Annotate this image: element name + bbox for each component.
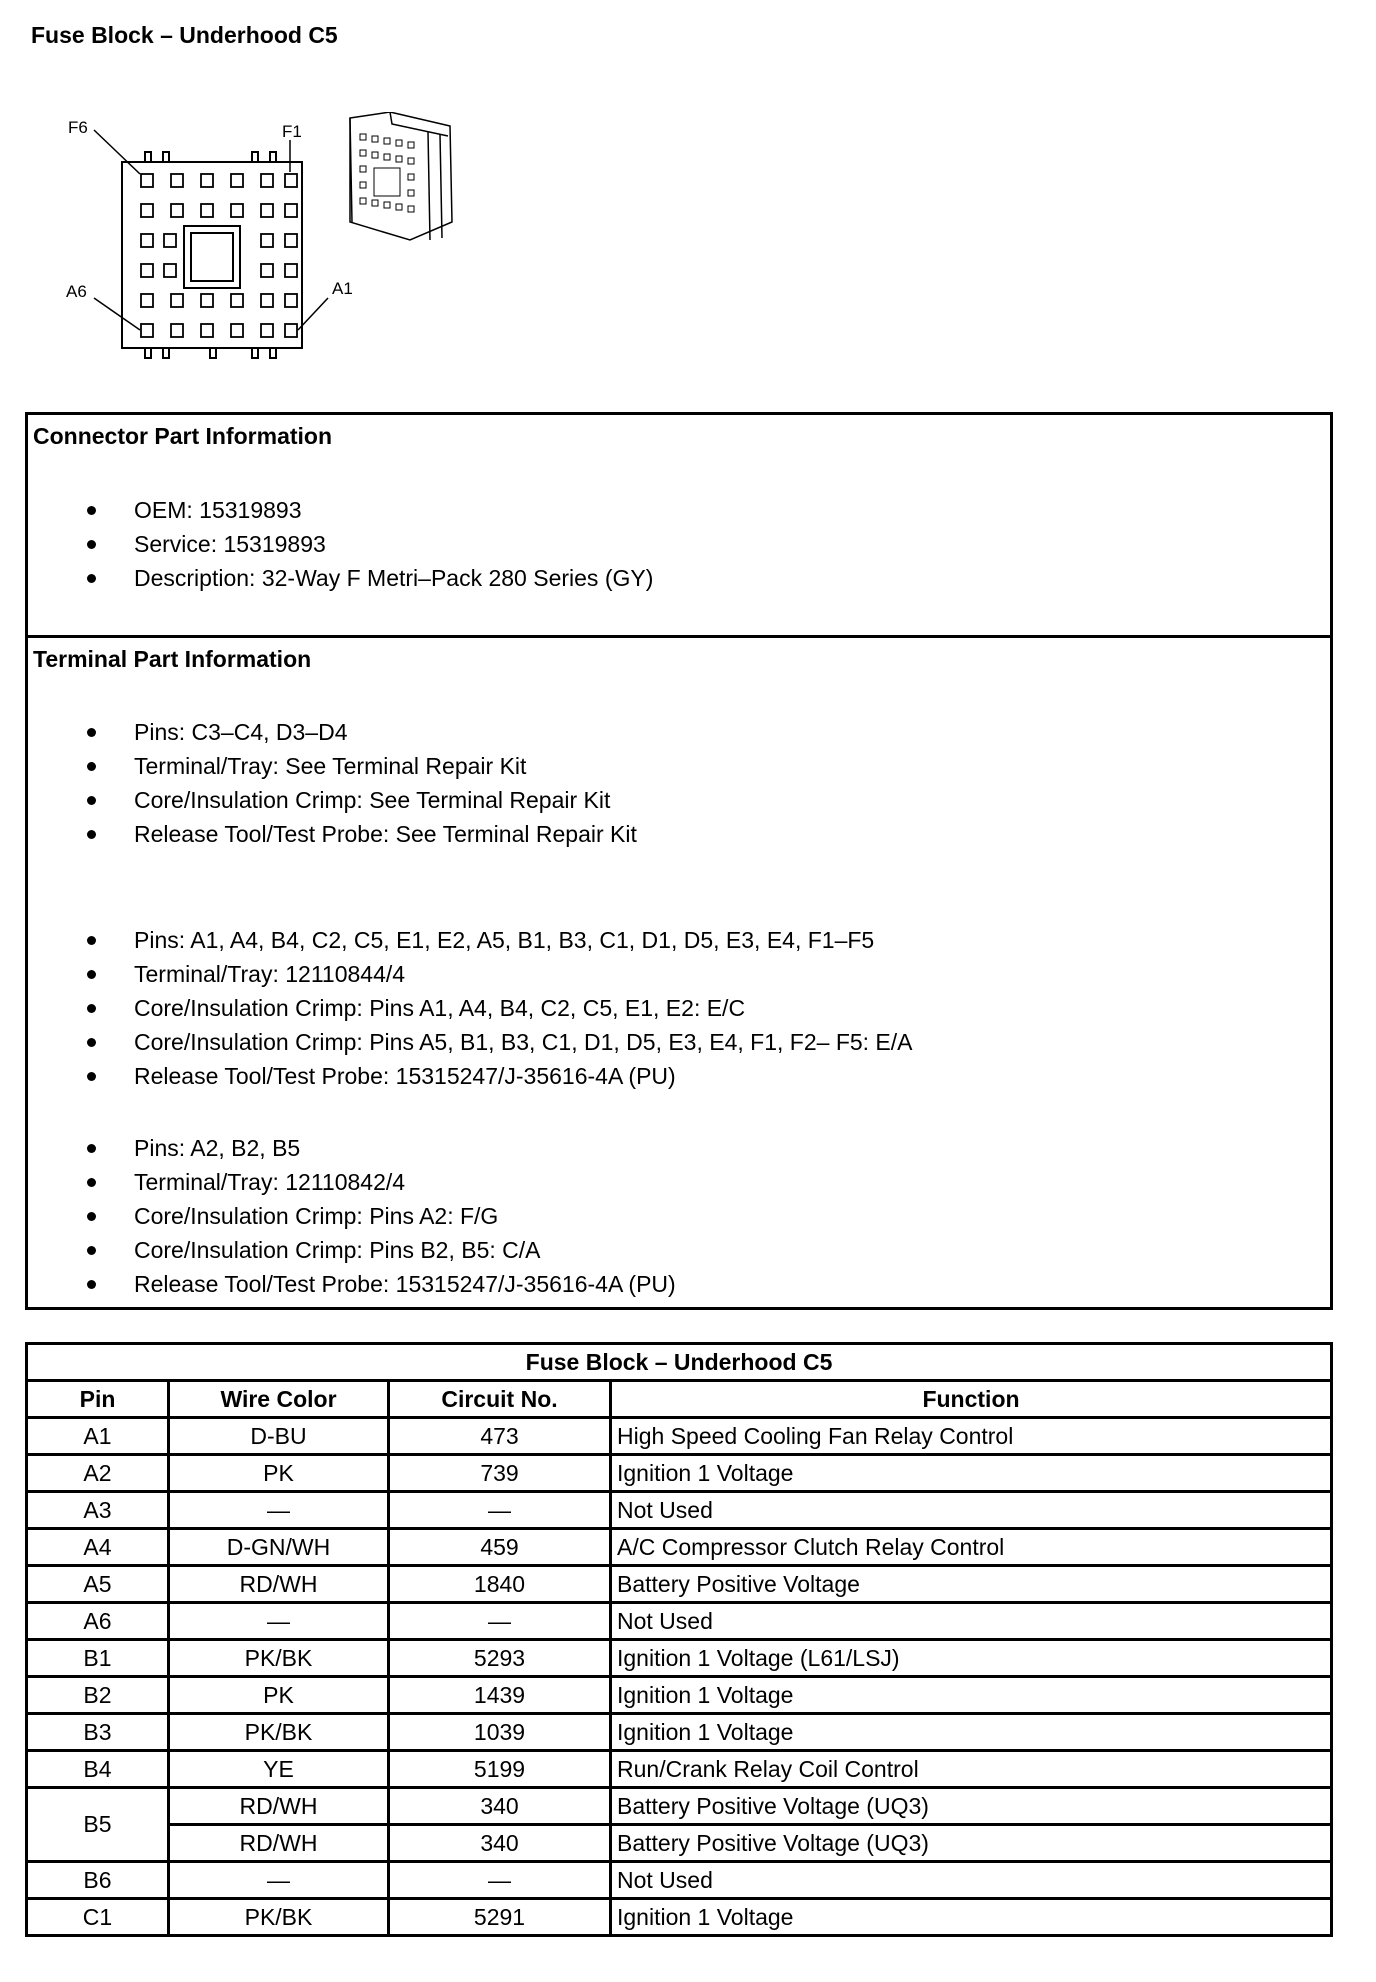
- pin-cell: A5: [27, 1566, 169, 1603]
- pin-cell: A1: [27, 1418, 169, 1455]
- pin-cell: A3: [27, 1492, 169, 1529]
- pin-cell: B2: [27, 1677, 169, 1714]
- wire-color-cell: YE: [169, 1751, 389, 1788]
- list-item: Core/Insulation Crimp: Pins A1, A4, B4, C2, C5, E1, E2: E/C: [28, 991, 913, 1025]
- circuit-cell: 739: [389, 1455, 611, 1492]
- function-cell: Not Used: [611, 1862, 1332, 1899]
- table-row: [27, 1603, 1332, 1640]
- pin-label-a6: A6: [66, 282, 87, 301]
- wire-color-cell: —: [169, 1492, 389, 1529]
- pin-table-header: [27, 1381, 1332, 1418]
- list-item: Terminal/Tray: See Terminal Repair Kit: [28, 749, 637, 783]
- pin-cell: B3: [27, 1714, 169, 1751]
- terminal-group-2: [28, 923, 913, 1093]
- list-item: Core/Insulation Crimp: See Terminal Repair Kit: [28, 783, 637, 817]
- circuit-cell: 1039: [389, 1714, 611, 1751]
- wire-color-cell: D-GN/WH: [169, 1529, 389, 1566]
- pin-cell: B4: [27, 1751, 169, 1788]
- function-cell: Not Used: [611, 1492, 1332, 1529]
- column-header-wire-color: Wire Color: [169, 1381, 389, 1418]
- terminal-group-3: [28, 1131, 676, 1301]
- function-cell: Ignition 1 Voltage: [611, 1677, 1332, 1714]
- connector-info-heading: Connector Part Information: [33, 423, 333, 449]
- list-item: Core/Insulation Crimp: Pins B2, B5: C/A: [28, 1233, 676, 1267]
- column-header-pin: Pin: [27, 1381, 169, 1418]
- wire-color-cell: RD/WH: [169, 1566, 389, 1603]
- function-cell: Not Used: [611, 1603, 1332, 1640]
- pin-cell: A6: [27, 1603, 169, 1640]
- table-row: [27, 1862, 1332, 1899]
- circuit-cell: —: [389, 1603, 611, 1640]
- table-row: [27, 1788, 1332, 1825]
- list-item: Terminal/Tray: 12110844/4: [28, 957, 913, 991]
- circuit-cell: 459: [389, 1529, 611, 1566]
- pin-label-f6: F6: [68, 118, 88, 137]
- table-row: [27, 1418, 1332, 1455]
- function-cell: Battery Positive Voltage (UQ3): [611, 1788, 1332, 1825]
- function-cell: A/C Compressor Clutch Relay Control: [611, 1529, 1332, 1566]
- circuit-cell: 473: [389, 1418, 611, 1455]
- list-item: Pins: C3–C4, D3–D4: [28, 715, 637, 749]
- wire-color-cell: PK/BK: [169, 1899, 389, 1936]
- circuit-cell: 340: [389, 1825, 611, 1862]
- circuit-cell: —: [389, 1862, 611, 1899]
- list-item: Release Tool/Test Probe: 15315247/J-35616-4A (PU): [28, 1059, 913, 1093]
- connector-info-list: [28, 493, 653, 595]
- list-item: Core/Insulation Crimp: Pins A5, B1, B3, C1, D1, D5, E3, E4, F1, F2– F5: E/A: [28, 1025, 913, 1059]
- circuit-cell: 1840: [389, 1566, 611, 1603]
- circuit-cell: 1439: [389, 1677, 611, 1714]
- wire-color-cell: D-BU: [169, 1418, 389, 1455]
- function-cell: Ignition 1 Voltage: [611, 1455, 1332, 1492]
- table-row: [27, 1529, 1332, 1566]
- table-row: [27, 1825, 1332, 1862]
- function-cell: Run/Crank Relay Coil Control: [611, 1751, 1332, 1788]
- pin-table-title: Fuse Block – Underhood C5: [27, 1344, 1332, 1381]
- function-cell: Ignition 1 Voltage (L61/LSJ): [611, 1640, 1332, 1677]
- pin-cell: B5: [27, 1788, 169, 1862]
- list-item: Pins: A2, B2, B5: [28, 1131, 676, 1165]
- function-cell: Battery Positive Voltage: [611, 1566, 1332, 1603]
- terminal-group-1: [28, 715, 637, 851]
- list-item: Release Tool/Test Probe: 15315247/J-35616-4A (PU): [28, 1267, 676, 1301]
- table-row: [27, 1899, 1332, 1936]
- list-item: OEM: 15319893: [28, 493, 653, 527]
- column-header-circuit-no: Circuit No.: [389, 1381, 611, 1418]
- table-row: [27, 1492, 1332, 1529]
- pin-label-f1: F1: [282, 122, 302, 141]
- wire-color-cell: PK: [169, 1455, 389, 1492]
- wire-color-cell: —: [169, 1862, 389, 1899]
- circuit-cell: 340: [389, 1788, 611, 1825]
- circuit-cell: 5293: [389, 1640, 611, 1677]
- wire-color-cell: —: [169, 1603, 389, 1640]
- wire-color-cell: RD/WH: [169, 1788, 389, 1825]
- connector-part-information: [28, 415, 1330, 638]
- table-row: [27, 1677, 1332, 1714]
- function-cell: Ignition 1 Voltage: [611, 1714, 1332, 1751]
- pin-cell: B1: [27, 1640, 169, 1677]
- pin-table: [25, 1342, 1333, 1937]
- list-item: Pins: A1, A4, B4, C2, C5, E1, E2, A5, B1, B3, C1, D1, D5, E3, E4, F1–F5: [28, 923, 913, 957]
- table-row: [27, 1714, 1332, 1751]
- pin-cell: B6: [27, 1862, 169, 1899]
- table-row: [27, 1640, 1332, 1677]
- function-cell: Ignition 1 Voltage: [611, 1899, 1332, 1936]
- list-item: Terminal/Tray: 12110842/4: [28, 1165, 676, 1199]
- list-item: Release Tool/Test Probe: See Terminal Repair Kit: [28, 817, 637, 851]
- pin-cell: C1: [27, 1899, 169, 1936]
- function-cell: Battery Positive Voltage (UQ3): [611, 1825, 1332, 1862]
- list-item: Description: 32-Way F Metri–Pack 280 Series (GY): [28, 561, 653, 595]
- pin-cell: A4: [27, 1529, 169, 1566]
- pin-label-a1: A1: [332, 279, 353, 298]
- pin-cell: A2: [27, 1455, 169, 1492]
- list-item: Core/Insulation Crimp: Pins A2: F/G: [28, 1199, 676, 1233]
- table-row: [27, 1455, 1332, 1492]
- page-title: Fuse Block – Underhood C5: [31, 22, 338, 48]
- table-row: [27, 1751, 1332, 1788]
- wire-color-cell: PK: [169, 1677, 389, 1714]
- table-row: [27, 1566, 1332, 1603]
- wire-color-cell: PK/BK: [169, 1714, 389, 1751]
- terminal-info-heading: Terminal Part Information: [33, 646, 312, 672]
- function-cell: High Speed Cooling Fan Relay Control: [611, 1418, 1332, 1455]
- list-item: Service: 15319893: [28, 527, 653, 561]
- circuit-cell: —: [389, 1492, 611, 1529]
- wire-color-cell: RD/WH: [169, 1825, 389, 1862]
- connector-perspective-view: [350, 112, 452, 240]
- column-header-function: Function: [611, 1381, 1332, 1418]
- circuit-cell: 5291: [389, 1899, 611, 1936]
- connector-face-diagram: [60, 112, 460, 362]
- part-information-box: [25, 412, 1333, 1310]
- wire-color-cell: PK/BK: [169, 1640, 389, 1677]
- circuit-cell: 5199: [389, 1751, 611, 1788]
- terminal-part-information: [28, 638, 1330, 1307]
